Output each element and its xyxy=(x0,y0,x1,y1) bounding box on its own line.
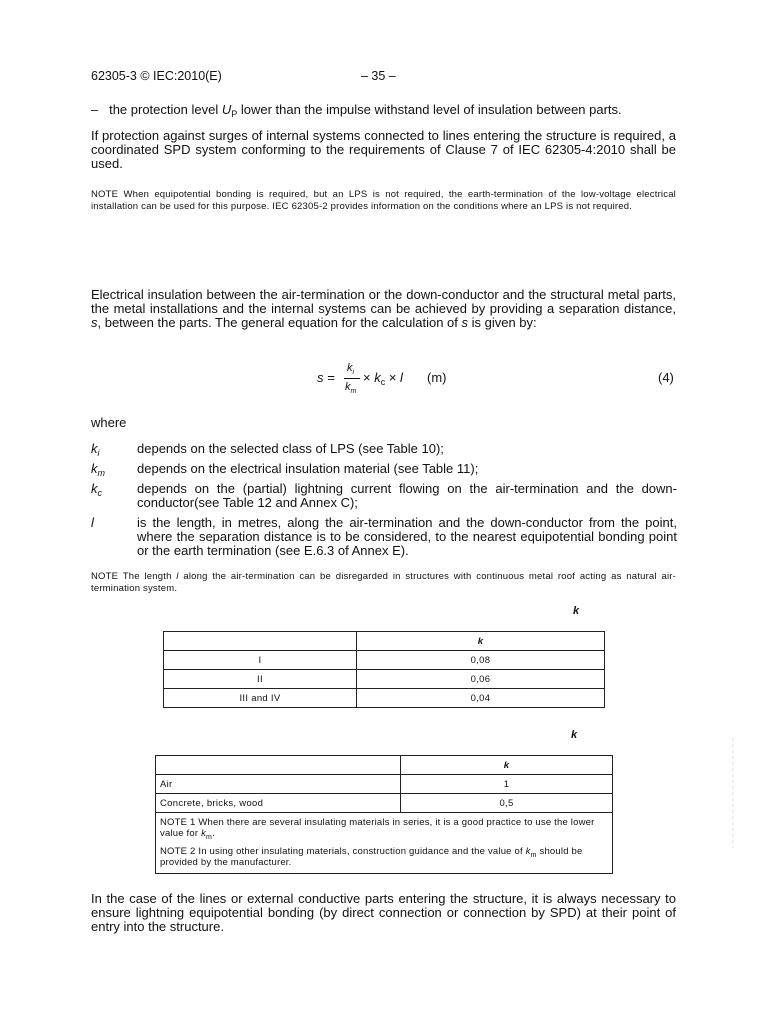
table-notes-cell xyxy=(156,813,613,874)
document-id: 62305-3 © IEC:2010(E) xyxy=(91,69,222,83)
equation-rhs: × $k_c \times l$ xyxy=(363,370,403,387)
table-header-row xyxy=(156,756,613,775)
note-equipotential: NOTE When equipotential bonding is required, but an LPS is not required, the earth-termination of the low-voltage electrical installation can be used for this purpose. IEC 62305-2 provides information on the conditions where an LPS is not required. xyxy=(91,189,676,212)
paragraph-spd: If protection against surges of internal systems connected to lines entering the structure is required, a coordinated SPD system conforming to the requirements of Clause 7 of IEC 62305-4:2010 shall be used. xyxy=(91,128,676,171)
bullet-text-post: lower than the impulse withstand level of insulation between parts. xyxy=(237,102,622,117)
table11-title: k xyxy=(571,729,578,741)
table-cell: Air xyxy=(156,775,401,794)
fraction-line xyxy=(344,378,360,379)
bullet-item xyxy=(91,103,681,117)
def-symbol-kc: $k_c$ xyxy=(91,481,102,498)
table-cell: 0,5 xyxy=(401,794,613,813)
note-length: NOTE The length l along the air-termination can be disregarded in structures with continuous metal roof acting as natural air-termination system. xyxy=(91,571,676,594)
def-text-ki: depends on the selected class of LPS (see Table 10); xyxy=(137,441,444,456)
table-header-cell xyxy=(156,756,401,775)
table10-title: k xyxy=(573,605,580,617)
def-symbol-km: $k_m$ xyxy=(91,461,105,478)
table-cell: 0,04 xyxy=(357,689,605,708)
table-header-row xyxy=(164,632,605,651)
table-header-cell: k xyxy=(401,756,613,775)
table-cell: Concrete, bricks, wood xyxy=(156,794,401,813)
equation-numerator: $k_i$ xyxy=(347,362,355,376)
table-11 xyxy=(155,755,613,874)
table-row xyxy=(164,651,605,670)
equation-number: (4) xyxy=(658,370,674,385)
paragraph-bonding: In the case of the lines or external conductive parts entering the structure, it is always necessary to ensure lightning equipotential bonding (by direct connection or connection by SPD) at their point of entry into the structure. xyxy=(91,891,676,934)
table11-note-2: NOTE 2 In using other insulating materials, construction guidance and the value of $k_m$ should be provided by the manufacturer. xyxy=(160,846,583,868)
page-number: – 35 – xyxy=(361,69,396,83)
table-row xyxy=(156,794,613,813)
table-row xyxy=(164,689,605,708)
equation-lhs: s = xyxy=(317,370,335,385)
table-notes-row xyxy=(156,813,613,874)
bullet-dash: – xyxy=(91,102,99,117)
def-text-kc: depends on the (partial) lightning current flowing on the air-termination and the down-conductor(see Table 12 and Annex C); xyxy=(137,481,677,510)
table-row xyxy=(156,775,613,794)
bullet-text-pre: the protection level xyxy=(109,102,222,117)
table-10 xyxy=(163,631,605,708)
side-mark xyxy=(728,738,738,848)
paragraph-separation: Electrical insulation between the air-termination or the down-conductor and the structural metal parts, the metal installations and the internal systems can be achieved by providing a separation distance, s, between the parts. The general equation for the calculation of s is given by: xyxy=(91,287,676,330)
table11-note-1: NOTE 1 When there are several insulating materials in series, it is a good practice to use the lower value for $k_m$. xyxy=(160,817,595,841)
equation-denominator: $k_m$ xyxy=(345,381,357,395)
def-text-km: depends on the electrical insulation material (see Table 11); xyxy=(137,461,479,476)
where-label: where xyxy=(91,415,127,430)
def-text-l: is the length, in metres, along the air-termination and the down-conductor from the point, where the separation distance is to be considered, to the nearest equipotential bonding point or the earth termination (see E.6.3 of Annex E). xyxy=(137,515,677,558)
def-symbol-ki: $k_i$ xyxy=(91,441,100,458)
table-cell: III and IV xyxy=(164,689,357,708)
table-cell: 0,06 xyxy=(357,670,605,689)
table-header-cell: k xyxy=(357,632,605,651)
table-cell: 0,08 xyxy=(357,651,605,670)
table-cell: II xyxy=(164,670,357,689)
table-cell: I xyxy=(164,651,357,670)
up-subscript: P xyxy=(231,109,238,119)
table-header-cell xyxy=(164,632,357,651)
equation-unit: (m) xyxy=(427,370,447,385)
table-row xyxy=(164,670,605,689)
up-symbol: U xyxy=(221,102,232,117)
table-cell: 1 xyxy=(401,775,613,794)
def-symbol-l: l xyxy=(91,515,94,530)
